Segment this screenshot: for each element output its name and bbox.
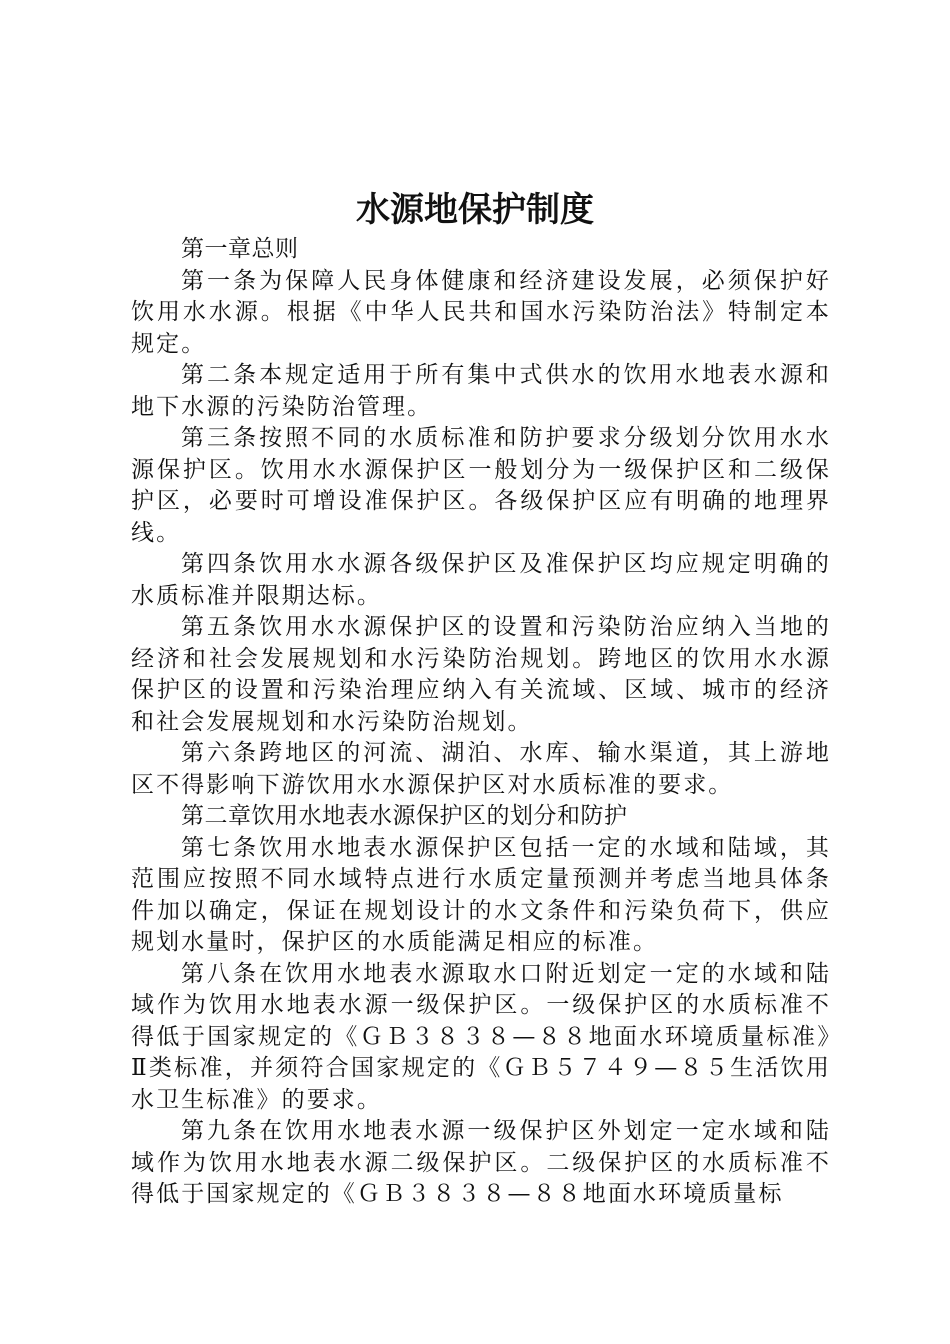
document-title: 水源地保护制度 xyxy=(356,190,594,230)
article-paragraph: 第七条饮用水地表水源保护区包括一定的水域和陆域，其范围应按照不同水域特点进行水质定量预测并考虑当地具体条件加以确定，保证在规划设计的水文条件和污染负荷下，供应规划水量时，保护区的水质能满足相应的标准。 xyxy=(131,834,831,955)
article-paragraph: 第一条为保障人民身体健康和经济建设发展，必须保护好饮用水水源。根据《中华人民共和国水污染防治法》特制定本规定。 xyxy=(131,267,831,357)
article-paragraph: 第八条在饮用水地表水源取水口附近划定一定的水域和陆域作为饮用水地表水源一级保护区。一级保护区的水质标准不得低于国家规定的《ＧＢ３８３８—８８地面水环境质量标准》Ⅱ类标准，并须符合国家规定的《ＧＢ５７４９—８５生活饮用水卫生标准》的要求。 xyxy=(131,960,831,1113)
document-body xyxy=(131,234,831,1211)
article-paragraph: 第三条按照不同的水质标准和防护要求分级划分饮用水水源保护区。饮用水水源保护区一般划分为一级保护区和二级保护区，必要时可增设准保护区。各级保护区应有明确的地理界线。 xyxy=(131,425,831,546)
chapter-heading: 第一章总则 xyxy=(181,236,299,262)
article-paragraph: 第五条饮用水水源保护区的设置和污染防治应纳入当地的经济和社会发展规划和水污染防治规划。跨地区的饮用水水源保护区的设置和污染治理应纳入有关流域、区域、城市的经济和社会发展规划和水污染防治规划。 xyxy=(131,614,831,735)
chapter-heading: 第二章饮用水地表水源保护区的划分和防护 xyxy=(181,803,628,829)
article-paragraph: 第四条饮用水水源各级保护区及准保护区均应规定明确的水质标准并限期达标。 xyxy=(131,551,831,609)
article-paragraph: 第九条在饮用水地表水源一级保护区外划定一定水域和陆域作为饮用水地表水源二级保护区。二级保护区的水质标准不得低于国家规定的《ＧＢ３８３８—８８地面水环境质量标 xyxy=(131,1118,831,1207)
article-paragraph: 第六条跨地区的河流、湖泊、水库、输水渠道，其上游地区不得影响下游饮用水水源保护区对水质标准的要求。 xyxy=(131,740,831,798)
article-paragraph: 第二条本规定适用于所有集中式供水的饮用水地表水源和地下水源的污染防治管理。 xyxy=(131,362,831,420)
